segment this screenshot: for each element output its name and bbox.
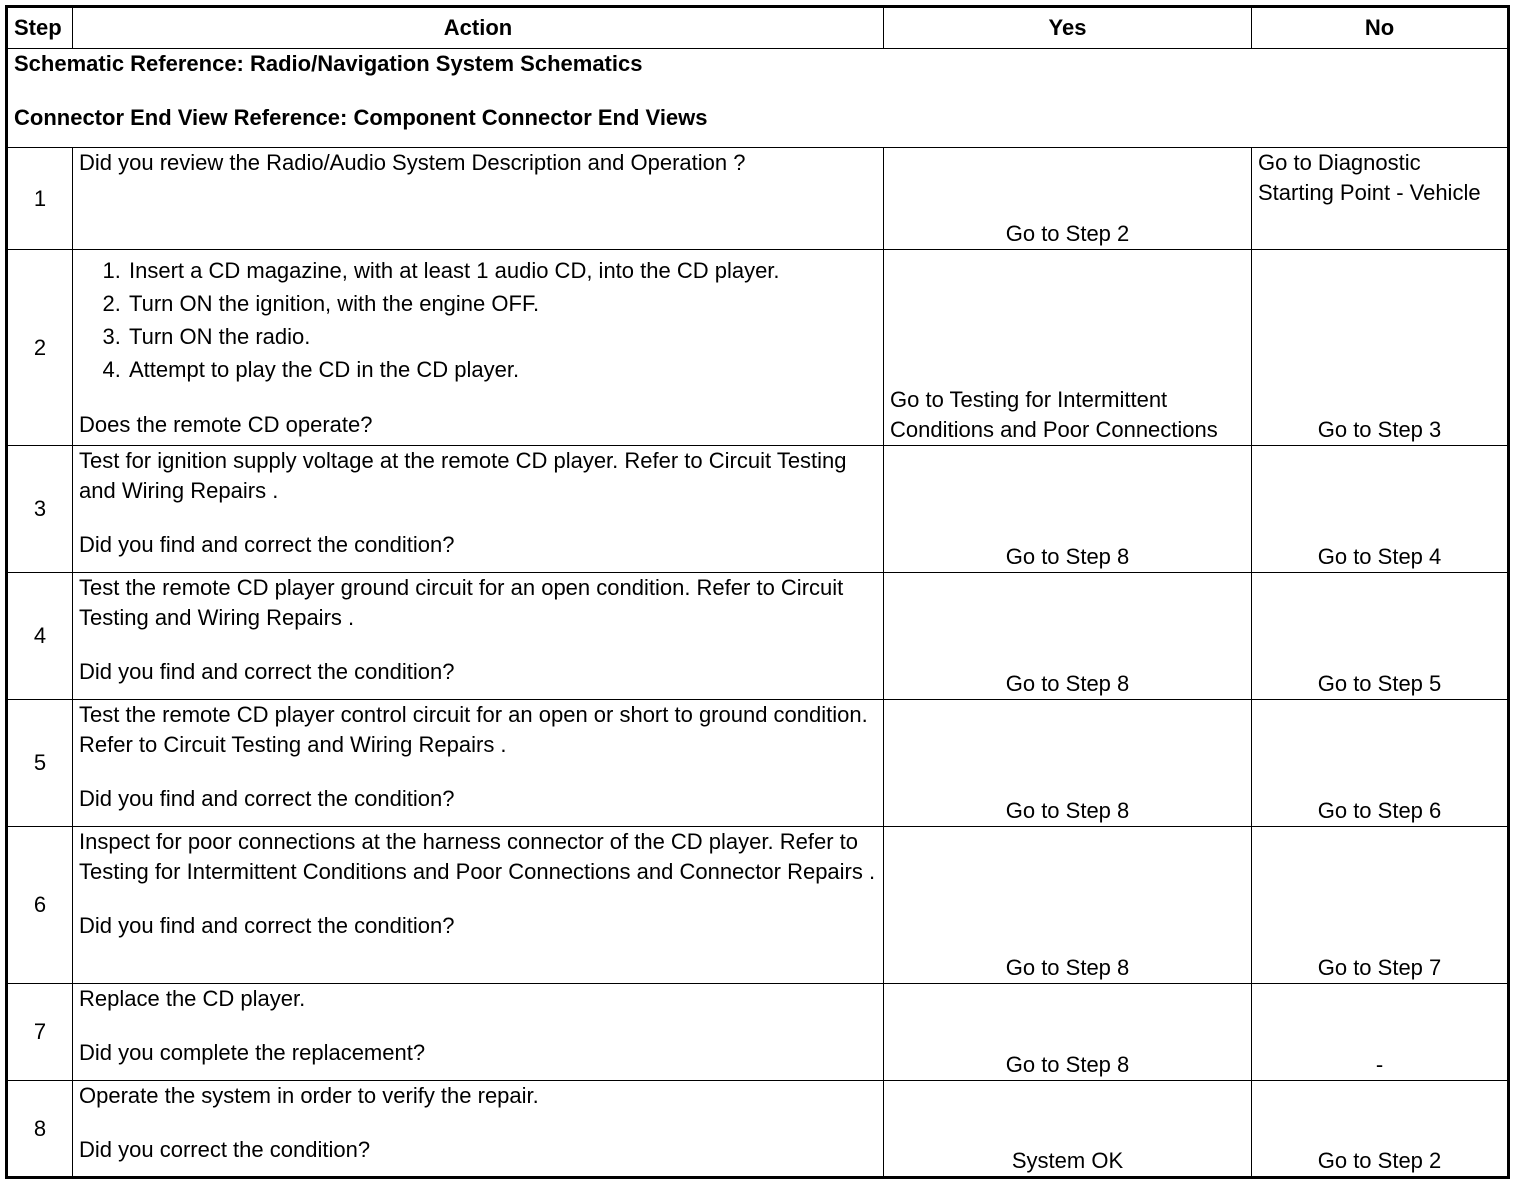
table-row <box>7 700 1509 827</box>
step-number: 6 <box>7 827 73 984</box>
table-row <box>7 1081 1509 1178</box>
question-text: Did you find and correct the condition? <box>79 659 455 684</box>
action-text: Did you review the Radio/Audio System Description and Operation ? <box>79 150 746 175</box>
diagnostic-table <box>5 5 1510 1179</box>
action-text: Test the remote CD player control circuit for an open or short to ground condition. Refer to Circuit Testing and Wiring Repairs . <box>79 702 868 757</box>
no-cell: Go to Step 5 <box>1252 573 1509 700</box>
header-no: No <box>1252 7 1509 49</box>
action-cell <box>73 1081 884 1178</box>
step-number: 3 <box>7 446 73 573</box>
yes-cell: Go to Step 8 <box>884 984 1252 1081</box>
question-text: Did you find and correct the condition? <box>79 532 455 557</box>
action-cell <box>73 984 884 1081</box>
no-cell: Go to Diagnostic Starting Point - Vehicle <box>1252 148 1509 250</box>
action-cell <box>73 827 884 984</box>
no-cell: Go to Step 2 <box>1252 1081 1509 1178</box>
header-row <box>7 7 1509 49</box>
table-row <box>7 250 1509 446</box>
question-text: Did you find and correct the condition? <box>79 913 455 938</box>
schematic-reference: Schematic Reference: Radio/Navigation System Schematics <box>14 51 643 76</box>
action-text: Operate the system in order to verify the repair. <box>79 1083 539 1108</box>
yes-cell: Go to Step 2 <box>884 148 1252 250</box>
table-row <box>7 573 1509 700</box>
question-text: Does the remote CD operate? <box>79 412 373 437</box>
step-number: 8 <box>7 1081 73 1178</box>
action-text: Test for ignition supply voltage at the remote CD player. Refer to Circuit Testing and Wiring Repairs . <box>79 448 847 503</box>
substep-list <box>79 254 877 386</box>
reference-cell <box>7 49 1509 148</box>
no-cell: Go to Step 3 <box>1252 250 1509 446</box>
action-text: Inspect for poor connections at the harness connector of the CD player. Refer to Testing for Intermittent Conditions and Poor Connections and Connector Repairs . <box>79 829 876 884</box>
connector-reference: Connector End View Reference: Component Connector End Views <box>14 105 708 130</box>
table-row <box>7 984 1509 1081</box>
yes-cell: Go to Step 8 <box>884 573 1252 700</box>
question-text: Did you correct the condition? <box>79 1137 371 1162</box>
step-number: 1 <box>7 148 73 250</box>
action-text: Replace the CD player. <box>79 986 306 1011</box>
header-step: Step <box>7 7 73 49</box>
no-cell: Go to Step 6 <box>1252 700 1509 827</box>
yes-cell: Go to Step 8 <box>884 827 1252 984</box>
action-cell <box>73 250 884 446</box>
action-text: Test the remote CD player ground circuit for an open condition. Refer to Circuit Testing and Wiring Repairs . <box>79 575 844 630</box>
step-number: 7 <box>7 984 73 1081</box>
yes-cell: Go to Step 8 <box>884 446 1252 573</box>
step-number: 5 <box>7 700 73 827</box>
table-row <box>7 827 1509 984</box>
action-cell <box>73 700 884 827</box>
header-action: Action <box>73 7 884 49</box>
no-cell: - <box>1252 984 1509 1081</box>
no-cell: Go to Step 4 <box>1252 446 1509 573</box>
header-yes: Yes <box>884 7 1252 49</box>
no-cell: Go to Step 7 <box>1252 827 1509 984</box>
action-cell <box>73 446 884 573</box>
reference-row <box>7 49 1509 148</box>
yes-cell: System OK <box>884 1081 1252 1178</box>
question-text: Did you find and correct the condition? <box>79 786 455 811</box>
step-number: 4 <box>7 573 73 700</box>
list-item: 2. Turn ON the ignition, with the engine OFF. <box>127 287 877 320</box>
list-item: 4. Attempt to play the CD in the CD player. <box>127 353 877 386</box>
step-number: 2 <box>7 250 73 446</box>
action-cell <box>73 573 884 700</box>
yes-cell: Go to Step 8 <box>884 700 1252 827</box>
table-row <box>7 148 1509 250</box>
yes-cell: Go to Testing for Intermittent Conditions and Poor Connections <box>884 250 1252 446</box>
table-row <box>7 446 1509 573</box>
question-text: Did you complete the replacement? <box>79 1040 426 1065</box>
list-item: 1. Insert a CD magazine, with at least 1 audio CD, into the CD player. <box>127 254 877 287</box>
action-cell <box>73 148 884 250</box>
list-item: 3. Turn ON the radio. <box>127 320 877 353</box>
